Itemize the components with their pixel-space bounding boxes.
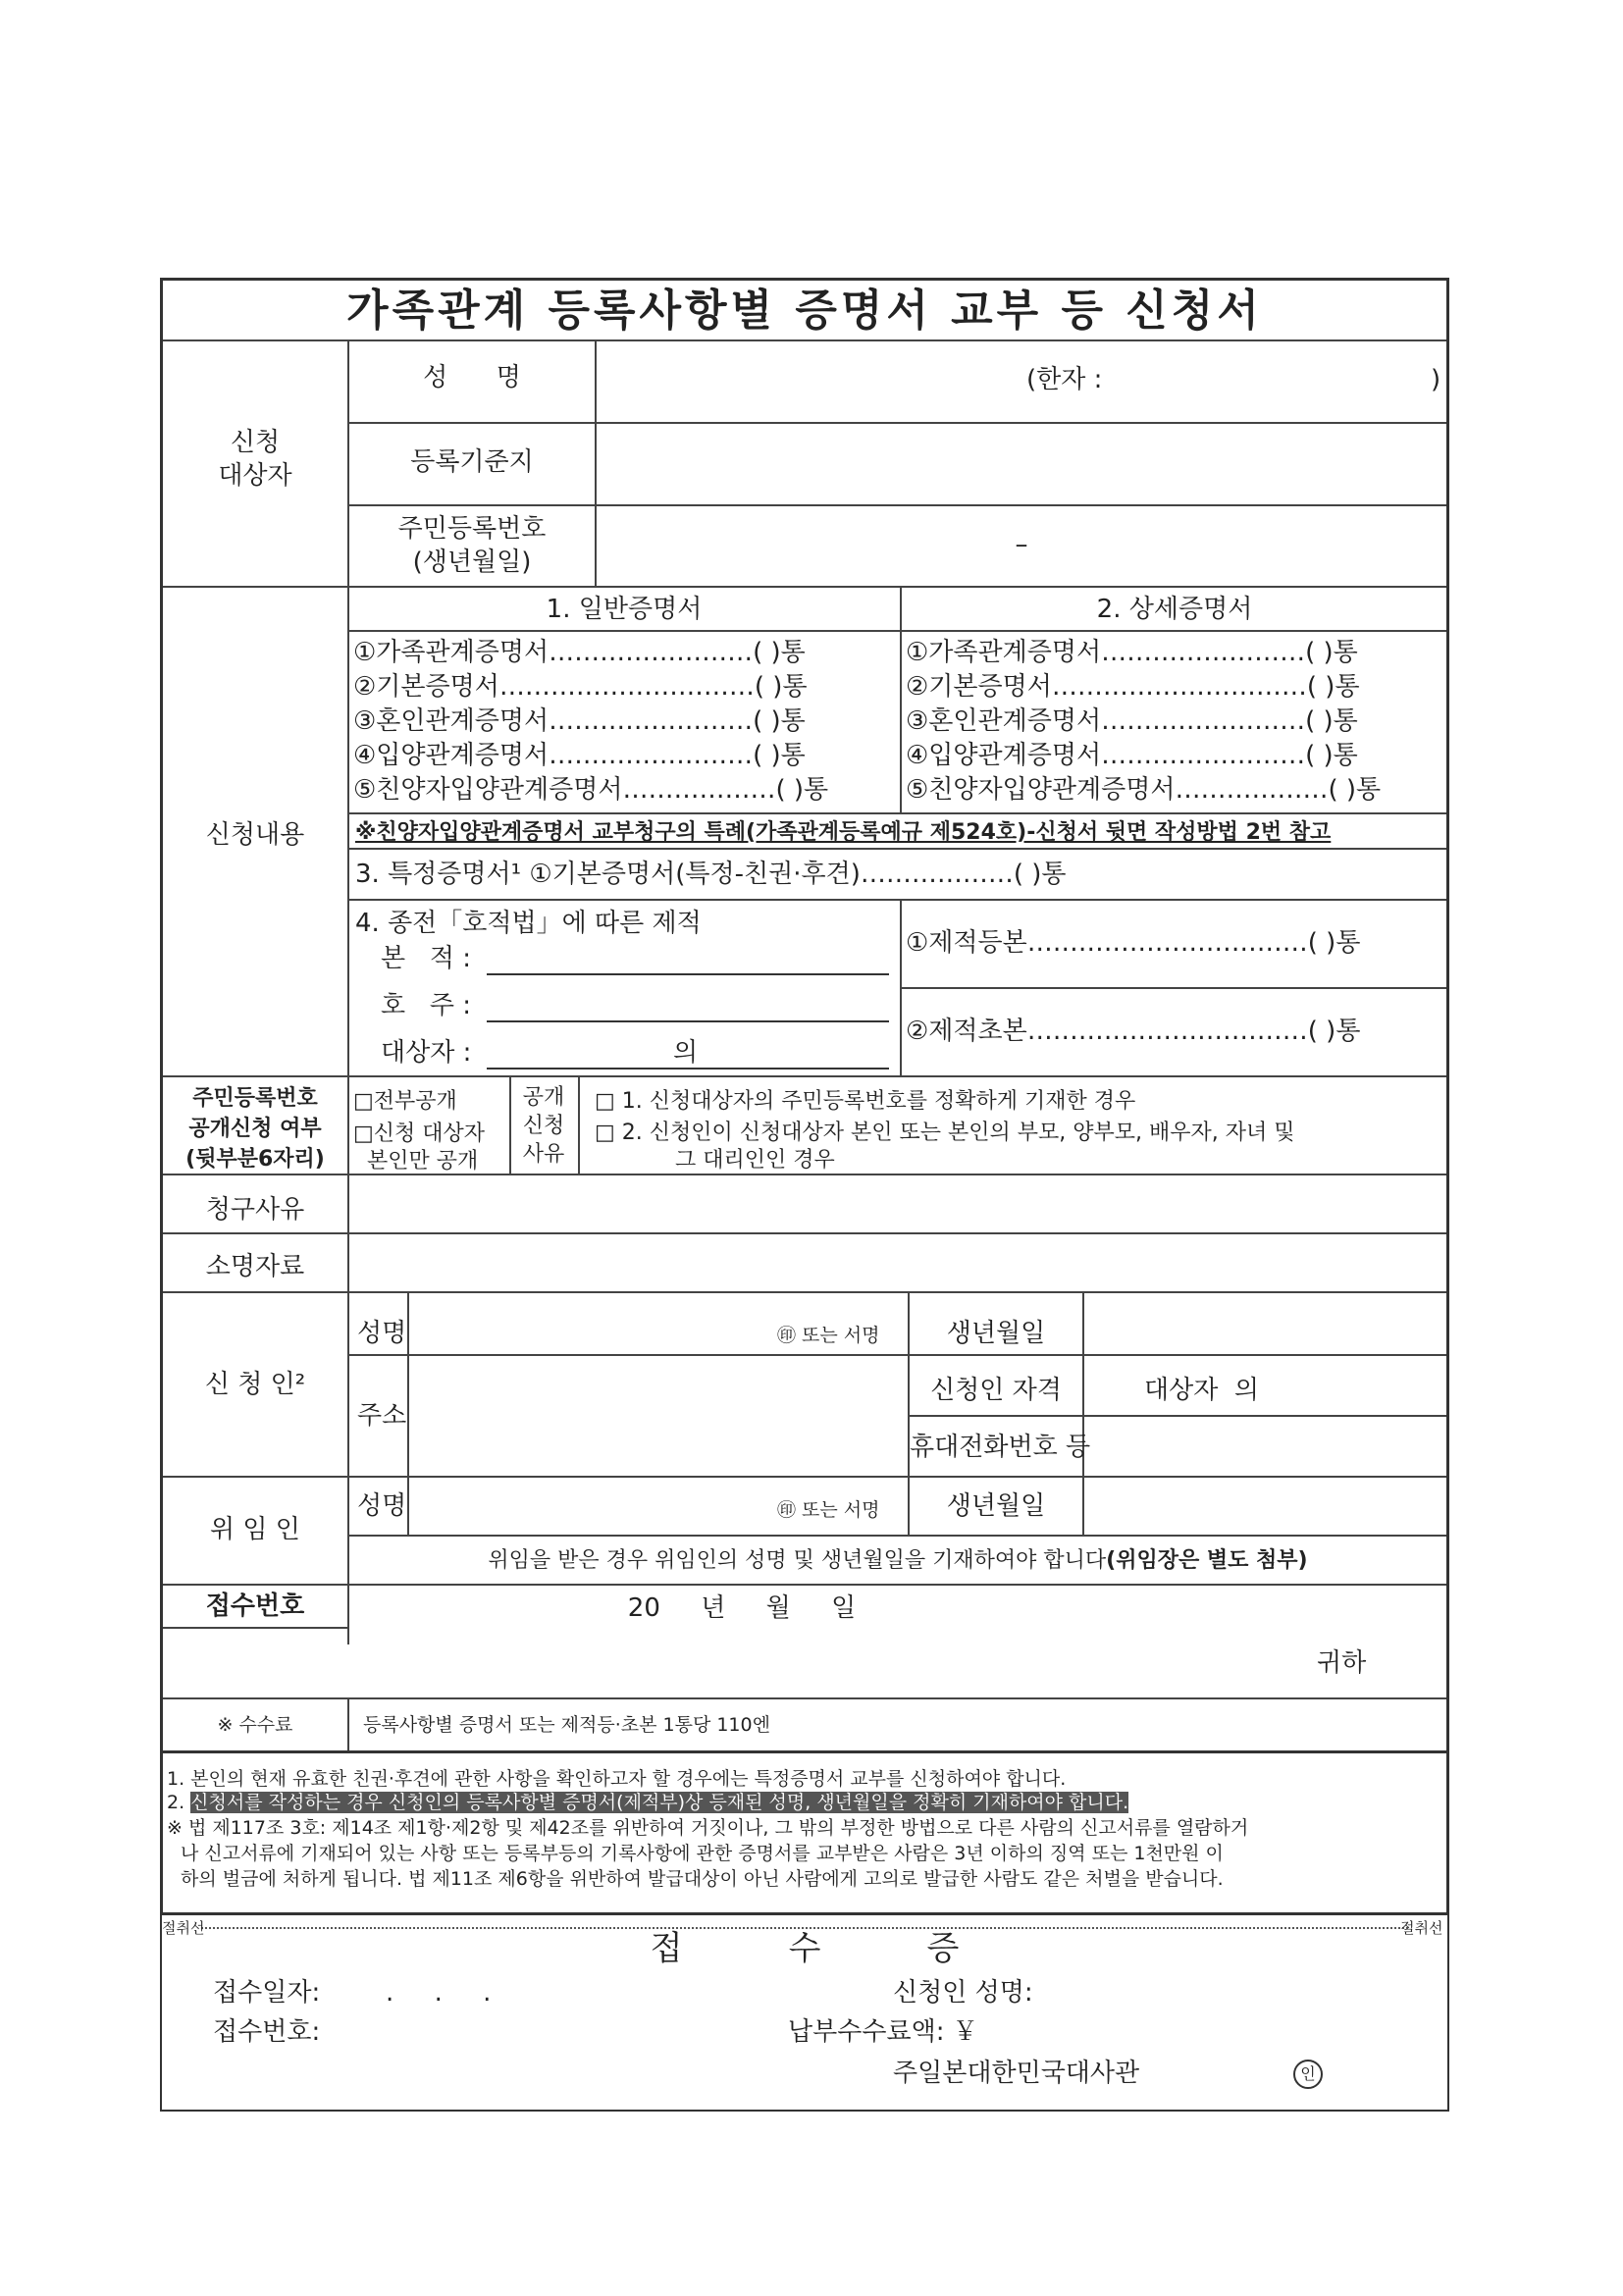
disclose-all-option[interactable]: □전부공개 bbox=[353, 1089, 457, 1114]
receipt-title: 접 수 증 bbox=[650, 1929, 960, 1968]
applicant-address-input[interactable] bbox=[409, 1356, 906, 1474]
general-item[interactable]: ②기본증명서…………………………( )통 bbox=[353, 672, 808, 702]
former-honjeok-label: 본 적 : bbox=[381, 944, 472, 973]
former-item1[interactable]: ①제적등본……………………………( )통 bbox=[906, 928, 1361, 958]
request-reason-input[interactable] bbox=[349, 1175, 1446, 1230]
delegator-name-label: 성명 bbox=[357, 1491, 407, 1521]
receipt-fee-label: 납부수수료액: ￥ bbox=[788, 2017, 978, 2047]
former-target-label: 대상자 : bbox=[381, 1038, 472, 1068]
cut-line-label-right: 절취선 bbox=[1400, 1919, 1443, 1937]
evidence-input[interactable] bbox=[349, 1234, 1446, 1289]
hanja-close: ) bbox=[1431, 365, 1441, 394]
general-header: 1. 일반증명서 bbox=[546, 595, 703, 624]
application-date[interactable]: 20 년 월 일 bbox=[627, 1593, 857, 1623]
detail-item[interactable]: ①가족관계증명서……………………( )통 bbox=[906, 638, 1358, 667]
general-item[interactable]: ③혼인관계증명서……………………( )통 bbox=[353, 706, 806, 736]
detail-item[interactable]: ②기본증명서…………………………( )통 bbox=[906, 672, 1360, 702]
hanja-label: (한자 : bbox=[1026, 365, 1103, 394]
footnote-3c: 하의 벌금에 처하게 됩니다. 법 제11조 제6항을 위반하여 발급대상이 아닌 사람에게 고의로 발급한 사람도 같은 처벌을 받습니다. bbox=[181, 1868, 1224, 1890]
receipt-slip bbox=[160, 1915, 1449, 2112]
applicant-name-label: 성명 bbox=[357, 1319, 407, 1348]
rrn-label: 주민등록번호 (생년월일) bbox=[397, 514, 547, 577]
target-section-label: 신청 대상자 bbox=[218, 428, 292, 491]
evidence-label: 소명자료 bbox=[205, 1252, 305, 1281]
receipt-applicant-label: 신청인 성명: bbox=[893, 1978, 1033, 2008]
qualification-label: 신청인 자격 bbox=[930, 1376, 1062, 1405]
disclose-self-option[interactable]: □신청 대상자 본인만 공개 bbox=[353, 1122, 486, 1174]
former-target-field[interactable] bbox=[487, 1068, 889, 1070]
detail-header: 2. 상세증명서 bbox=[1096, 595, 1253, 624]
delegator-note bbox=[349, 1546, 1446, 1576]
adoption-note: ※친양자입양관계증명서 교부청구의 특례(가족관계등록예규 제524호)-신청서 뒷면 작성방법 2번 참고 bbox=[355, 820, 1332, 845]
applicant-sign-hint: ㊞ 또는 서명 bbox=[777, 1325, 880, 1346]
request-reason-label: 청구사유 bbox=[205, 1195, 305, 1225]
former-hoju-field[interactable] bbox=[487, 1020, 889, 1022]
delegator-birth-label: 생년월일 bbox=[946, 1491, 1046, 1521]
applicant-birth-label: 생년월일 bbox=[946, 1319, 1046, 1348]
receipt-no-input[interactable] bbox=[163, 1629, 345, 1668]
name-label: 성 명 bbox=[423, 363, 521, 392]
base-label: 등록기준지 bbox=[410, 447, 534, 477]
reason-option-2-cont: 그 대리인인 경우 bbox=[675, 1148, 835, 1173]
former-item2[interactable]: ②제적초본……………………………( )통 bbox=[906, 1017, 1361, 1046]
rrn-disclosure-label: 주민등록번호 공개신청 여부 (뒷부분6자리) bbox=[185, 1086, 325, 1172]
official-seal bbox=[1293, 2059, 1323, 2089]
base-input[interactable] bbox=[597, 424, 1446, 502]
embassy-name: 주일본대한민국대사관 bbox=[893, 2059, 1140, 2088]
receipt-date-label: 접수일자: bbox=[213, 1978, 321, 2008]
applicant-birth-input[interactable] bbox=[1084, 1293, 1446, 1352]
receipt-date-dots[interactable]: . . . bbox=[386, 1978, 492, 2008]
former-honjeok-field[interactable] bbox=[487, 973, 889, 975]
delegator-label: 위 임 인 bbox=[210, 1515, 300, 1544]
application-form bbox=[160, 278, 1449, 1915]
addressee: 귀하 bbox=[1317, 1648, 1367, 1678]
detail-item[interactable]: ④입양관계증명서……………………( )통 bbox=[906, 741, 1358, 770]
cut-line-label-left: 절취선 bbox=[162, 1919, 205, 1937]
general-item[interactable]: ⑤친양자입양관계증명서………………( )통 bbox=[353, 775, 829, 805]
delegator-sign-hint: ㊞ 또는 서명 bbox=[777, 1499, 880, 1521]
content-section-label: 신청내용 bbox=[205, 820, 305, 850]
former-title: 4. 종전「호적법」에 따른 제적 bbox=[355, 909, 702, 938]
footnote-1: 1. 본인의 현재 유효한 친권·후견에 관한 사항을 확인하고자 할 경우에는 특정증명서 교부를 신청하여야 합니다. bbox=[167, 1768, 1067, 1790]
general-item[interactable]: ④입양관계증명서……………………( )통 bbox=[353, 741, 806, 770]
general-item[interactable]: ①가족관계증명서……………………( )통 bbox=[353, 638, 806, 667]
reason-option-2[interactable]: □ 2. 신청인이 신청대상자 본인 또는 본인의 부모, 양부모, 배우자, 자녀 및 bbox=[595, 1121, 1295, 1145]
footnote-3a: ※ 법 제117조 3호: 제14조 제1항·제2항 및 제42조를 위반하여 거짓이나, 그 밖의 부정한 방법으로 다른 사람의 신고서류를 열람하거 bbox=[167, 1817, 1249, 1839]
seal-icon: 인 bbox=[1293, 2060, 1323, 2089]
footnote-3b: 나 신고서류에 기재되어 있는 사항 또는 등록부등의 기록사항에 관한 증명서를 교부받은 사람은 3년 이하의 징역 또는 1천만원 이 bbox=[181, 1843, 1224, 1864]
reason-option-1[interactable]: □ 1. 신청대상자의 주민등록번호를 정확하게 기재한 경우 bbox=[595, 1089, 1136, 1114]
footnote-2-number: 2. bbox=[167, 1792, 191, 1813]
reason-label: 공개 신청 사유 bbox=[522, 1085, 565, 1167]
form-title: 가족관계 등록사항별 증명서 교부 등 신청서 bbox=[346, 286, 1263, 336]
delegator-note-bold: (위임장은 별도 첨부) bbox=[1106, 1548, 1308, 1573]
fee-text: 등록사항별 증명서 또는 제적등·초본 1통당 110엔 bbox=[363, 1714, 770, 1736]
receipt-no-label: 접수번호 bbox=[205, 1592, 305, 1621]
detail-item[interactable]: ③혼인관계증명서……………………( )통 bbox=[906, 706, 1358, 736]
delegator-note-text: 위임을 받은 경우 위임인의 성명 및 생년월일을 기재하여야 합니다 bbox=[488, 1548, 1107, 1573]
rrn-dash: – bbox=[1015, 530, 1028, 559]
special-cert[interactable]: 3. 특정증명서¹ ①기본증명서(특정-친권·후견)………………( )통 bbox=[355, 860, 1067, 889]
former-ui: 의 bbox=[673, 1038, 699, 1068]
footnote-2-text: 신청서를 작성하는 경우 신청인의 등록사항별 증명서(제적부)상 등재된 성명, 생년월일을 정확히 기재하여야 합니다. bbox=[190, 1792, 1129, 1813]
applicant-label: 신 청 인² bbox=[204, 1370, 306, 1399]
qualification-value[interactable]: 대상자 의 bbox=[1144, 1376, 1259, 1405]
name-input[interactable] bbox=[597, 341, 1446, 420]
delegator-birth-input[interactable] bbox=[1084, 1478, 1446, 1533]
phone-label: 휴대전화번호 등 bbox=[910, 1433, 1091, 1462]
applicant-address-label: 주소 bbox=[357, 1401, 407, 1431]
detail-item[interactable]: ⑤친양자입양관계증명서………………( )통 bbox=[906, 775, 1382, 805]
phone-input[interactable] bbox=[1084, 1417, 1446, 1474]
former-hoju-label: 호 주 : bbox=[381, 991, 472, 1020]
receipt-no-label-slip: 접수번호: bbox=[213, 2017, 321, 2047]
fee-label: ※ 수수료 bbox=[217, 1714, 293, 1736]
